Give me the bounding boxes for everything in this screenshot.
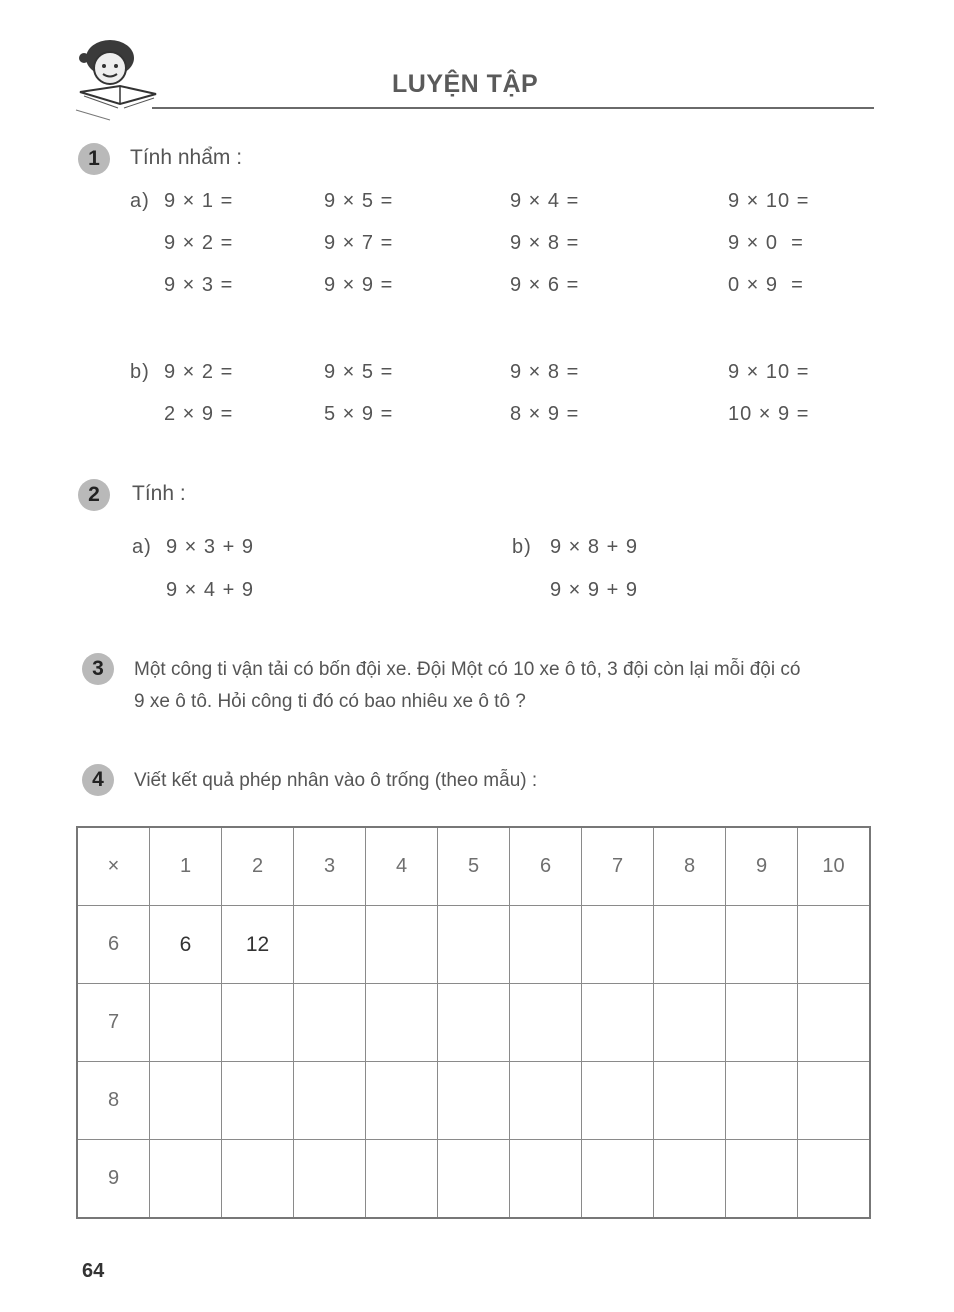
ex1b-expression: 9 × 2 = xyxy=(164,361,234,383)
ex1a-expression: 9 × 0 = xyxy=(728,232,804,254)
answer-cell xyxy=(222,1062,294,1140)
answer-cell xyxy=(150,1140,222,1219)
table-header-row xyxy=(77,827,870,906)
exercise-1-number: 1 xyxy=(78,143,110,175)
answer-cell: 12 xyxy=(222,906,294,984)
exercise-1b-marker: b) xyxy=(130,361,150,383)
exercise-2-label: Tính : xyxy=(132,482,186,505)
answer-cell xyxy=(798,1062,871,1140)
ex2a-expression: 9 × 3 + 9 xyxy=(166,536,254,558)
answer-cell xyxy=(510,1140,582,1219)
ex1a-expression: 9 × 7 = xyxy=(324,232,394,254)
answer-cell xyxy=(510,984,582,1062)
answer-cell xyxy=(510,906,582,984)
mascot-reading-illustration xyxy=(70,30,162,122)
ex1a-expression: 9 × 9 = xyxy=(324,274,394,296)
ex1a-expression: 9 × 4 = xyxy=(510,190,580,212)
answer-cell xyxy=(654,906,726,984)
exercise-1-label: Tính nhẩm : xyxy=(130,146,243,169)
answer-cell xyxy=(438,1140,510,1219)
table-header-cell: 10 xyxy=(798,827,871,906)
answer-cell xyxy=(366,906,438,984)
ex1a-expression: 9 × 6 = xyxy=(510,274,580,296)
multiplication-table xyxy=(76,826,871,1219)
answer-cell xyxy=(294,1062,366,1140)
ex1b-expression: 8 × 9 = xyxy=(510,403,580,425)
table-header-cell: × xyxy=(77,827,150,906)
table-header-cell: 6 xyxy=(510,827,582,906)
answer-cell xyxy=(654,1140,726,1219)
answer-cell: 6 xyxy=(150,906,222,984)
table-row xyxy=(77,1062,870,1140)
ex1a-expression: 9 × 8 = xyxy=(510,232,580,254)
ex1a-expression: 9 × 5 = xyxy=(324,190,394,212)
exercise-3-text-line-2: 9 xe ô tô. Hỏi công ti đó có bao nhiêu xe ô tô ? xyxy=(134,691,526,712)
page-number: 64 xyxy=(82,1260,105,1282)
ex1a-expression: 9 × 1 = xyxy=(164,190,234,212)
title-divider xyxy=(152,107,874,109)
answer-cell xyxy=(798,1140,871,1219)
exercise-2-number: 2 xyxy=(78,479,110,511)
answer-cell xyxy=(582,1140,654,1219)
answer-cell xyxy=(294,1140,366,1219)
ex1a-expression: 0 × 9 = xyxy=(728,274,804,296)
answer-cell xyxy=(150,984,222,1062)
exercise-2b-marker: b) xyxy=(512,536,532,558)
exercise-3-text-line-1: Một công ti vận tải có bốn đội xe. Đội Một có 10 xe ô tô, 3 đội còn lại mỗi đội có xyxy=(134,659,801,680)
answer-cell xyxy=(798,984,871,1062)
ex2b-expression: 9 × 8 + 9 xyxy=(550,536,638,558)
table-header-cell: 2 xyxy=(222,827,294,906)
ex2b-expression: 9 × 9 + 9 xyxy=(550,579,638,601)
answer-cell xyxy=(366,1140,438,1219)
table-header-cell: 9 xyxy=(726,827,798,906)
answer-cell xyxy=(294,906,366,984)
ex2a-expression: 9 × 4 + 9 xyxy=(166,579,254,601)
row-label-cell: 7 xyxy=(77,984,150,1062)
answer-cell xyxy=(798,906,871,984)
answer-cell xyxy=(438,984,510,1062)
table-header-cell: 1 xyxy=(150,827,222,906)
row-label-cell: 8 xyxy=(77,1062,150,1140)
answer-cell xyxy=(726,906,798,984)
answer-cell xyxy=(582,906,654,984)
answer-cell xyxy=(726,1140,798,1219)
table-header-cell: 8 xyxy=(654,827,726,906)
ex1b-expression: 9 × 10 = xyxy=(728,361,810,383)
exercise-4-number: 4 xyxy=(82,764,114,796)
answer-cell xyxy=(222,1140,294,1219)
answer-cell xyxy=(582,984,654,1062)
table-header-cell: 3 xyxy=(294,827,366,906)
answer-cell xyxy=(582,1062,654,1140)
table-header-cell: 7 xyxy=(582,827,654,906)
exercise-2a-marker: a) xyxy=(132,536,152,558)
answer-cell xyxy=(438,906,510,984)
table-header-cell: 4 xyxy=(366,827,438,906)
answer-cell xyxy=(654,1062,726,1140)
ex1b-expression: 10 × 9 = xyxy=(728,403,810,425)
answer-cell xyxy=(366,984,438,1062)
answer-cell xyxy=(366,1062,438,1140)
row-label-cell: 9 xyxy=(77,1140,150,1219)
ex1b-expression: 2 × 9 = xyxy=(164,403,234,425)
ex1a-expression: 9 × 2 = xyxy=(164,232,234,254)
exercise-1a-marker: a) xyxy=(130,190,150,212)
exercise-4-label: Viết kết quả phép nhân vào ô trống (theo mẫu) : xyxy=(134,770,538,791)
answer-cell xyxy=(726,1062,798,1140)
ex1b-expression: 9 × 5 = xyxy=(324,361,394,383)
answer-cell xyxy=(150,1062,222,1140)
table-row xyxy=(77,1140,870,1219)
table-row xyxy=(77,984,870,1062)
answer-cell xyxy=(222,984,294,1062)
answer-cell xyxy=(726,984,798,1062)
answer-cell xyxy=(654,984,726,1062)
table-row xyxy=(77,906,870,984)
ex1b-expression: 9 × 8 = xyxy=(510,361,580,383)
ex1a-expression: 9 × 3 = xyxy=(164,274,234,296)
answer-cell xyxy=(294,984,366,1062)
ex1b-expression: 5 × 9 = xyxy=(324,403,394,425)
answer-cell xyxy=(438,1062,510,1140)
exercise-3-number: 3 xyxy=(82,653,114,685)
answer-cell xyxy=(510,1062,582,1140)
row-label-cell: 6 xyxy=(77,906,150,984)
page-title: LUYỆN TẬP xyxy=(392,70,539,98)
table-header-cell: 5 xyxy=(438,827,510,906)
ex1a-expression: 9 × 10 = xyxy=(728,190,810,212)
